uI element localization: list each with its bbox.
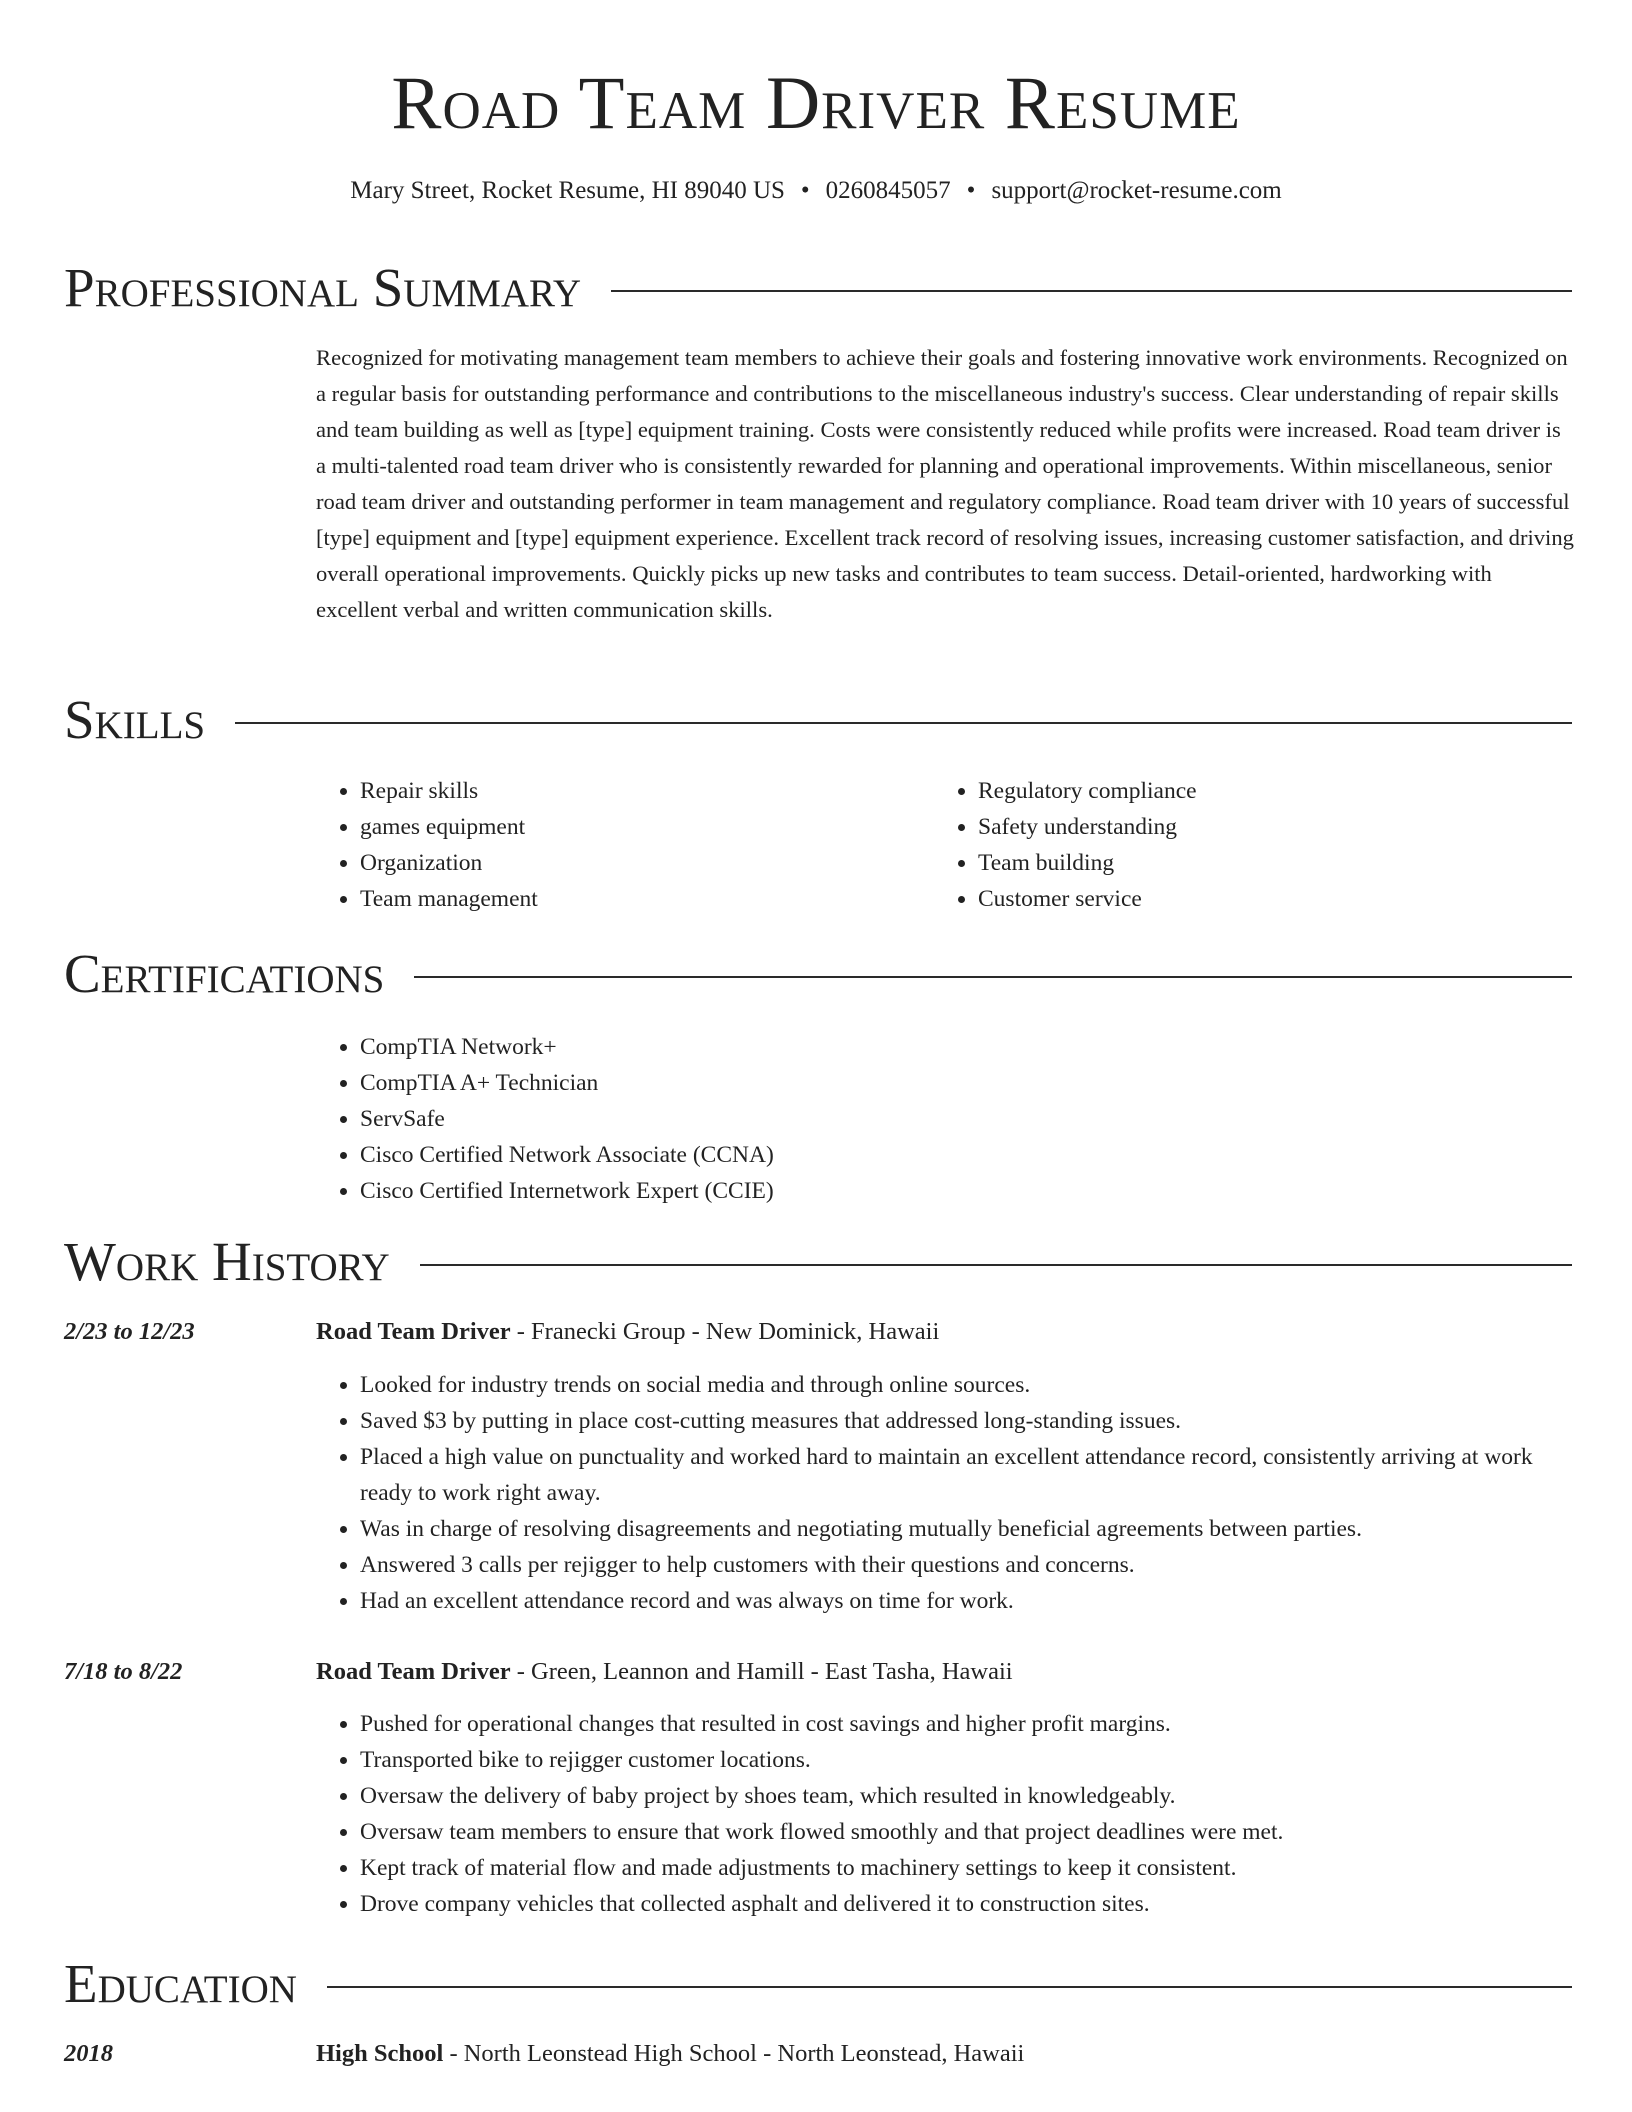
education-year: 2018 (64, 2040, 113, 2067)
job-dates: 7/18 to 8/22 (64, 1658, 183, 1685)
section-divider (235, 722, 1572, 724)
job-duty-item: • Transported bike to rejigger customer locations. (360, 1742, 1576, 1778)
education-degree: High School (316, 2040, 444, 2067)
job-details: - Green, Leannon and Hamill - East Tasha, Hawaii (510, 1658, 1013, 1685)
section-divider (420, 1264, 1572, 1266)
job-duty-item: • Answered 3 calls per rejigger to help customers with their questions and concerns. (360, 1547, 1576, 1583)
section-title: Certifications (64, 943, 385, 1004)
section-heading-education (64, 1952, 1572, 2016)
skill-item: • Organization (360, 845, 916, 881)
skill-item: • Team management (360, 881, 916, 917)
contact-address: Mary Street, Rocket Resume, HI 89040 US (350, 177, 785, 204)
certification-item: • ServSafe (360, 1101, 1516, 1137)
job-duty-item: • Pushed for operational changes that resulted in cost savings and higher profit margins. (360, 1706, 1576, 1742)
section-title: Education (64, 1953, 297, 2014)
certification-item: • Cisco Certified Network Associate (CCNA) (360, 1137, 1516, 1173)
skills-column-right (934, 773, 1534, 917)
job-role: Road Team Driver (316, 1318, 511, 1345)
contact-email: support@rocket-resume.com (991, 177, 1282, 204)
job-title-line (316, 1314, 939, 1350)
skill-item: • games equipment (360, 809, 916, 845)
job-dates: 2/23 to 12/23 (64, 1318, 195, 1345)
certifications-list (316, 1029, 1516, 1209)
section-heading-work-history (64, 1230, 1572, 1294)
job-duty-item: • Oversaw team members to ensure that work flowed smoothly and that project deadlines were met. (360, 1814, 1576, 1850)
section-heading-summary (64, 256, 1572, 320)
job-duty-item: • Drove company vehicles that collected asphalt and delivered it to construction sites. (360, 1886, 1576, 1922)
job-details: - Franecki Group - New Dominick, Hawaii (510, 1318, 940, 1345)
job-title-line (316, 1654, 1013, 1690)
section-title: Professional Summary (64, 257, 582, 318)
section-divider (611, 290, 1572, 292)
job-duties (316, 1367, 1576, 1619)
certification-item: • Cisco Certified Internetwork Expert (CCIE) (360, 1173, 1516, 1209)
job-duty-item: • Saved $3 by putting in place cost-cutting measures that addressed long-standing issues. (360, 1403, 1576, 1439)
section-divider (327, 1986, 1572, 1988)
section-title: Skills (64, 689, 206, 750)
skill-item: • Repair skills (360, 773, 916, 809)
skill-item: • Regulatory compliance (978, 773, 1534, 809)
certification-item: • CompTIA Network+ (360, 1029, 1516, 1065)
skill-item: • Customer service (978, 881, 1534, 917)
job-role: Road Team Driver (316, 1658, 511, 1685)
job-duty-item: • Looked for industry trends on social media and through online sources. (360, 1367, 1576, 1403)
education-details: - North Leonstead High School - North Leonstead, Hawaii (443, 2040, 1025, 2067)
job-duties (316, 1706, 1576, 1922)
section-heading-certifications (64, 942, 1572, 1006)
certification-item: • CompTIA A+ Technician (360, 1065, 1516, 1101)
contact-line (0, 174, 1632, 208)
section-heading-skills (64, 688, 1572, 752)
job-duty-item: • Had an excellent attendance record and was always on time for work. (360, 1583, 1576, 1619)
skills-column-left (316, 773, 916, 917)
skill-item: • Safety understanding (978, 809, 1534, 845)
resume-title: Road Team Driver Resume (391, 62, 1241, 145)
contact-phone: 0260845057 (825, 177, 951, 204)
section-title: Work History (64, 1231, 390, 1292)
job-duty-item: • Kept track of material flow and made adjustments to machinery settings to keep it consistent. (360, 1850, 1576, 1886)
contact-separator: • (800, 177, 810, 204)
education-line (316, 2036, 1024, 2072)
section-divider (414, 976, 1572, 978)
skill-item: • Team building (978, 845, 1534, 881)
job-duty-item: • Placed a high value on punctuality and worked hard to maintain an excellent attendance record, consistently arriving at work ready to work right away. (360, 1439, 1576, 1511)
contact-separator: • (966, 177, 976, 204)
job-duty-item: • Was in charge of resolving disagreements and negotiating mutually beneficial agreements between parties. (360, 1511, 1576, 1547)
job-duty-item: • Oversaw the delivery of baby project by shoes team, which resulted in knowledgeably. (360, 1778, 1576, 1814)
summary-text: Recognized for motivating management team members to achieve their goals and fostering innovative work environments. Recognized on a regular basis for outstanding performance and contributions to the miscellaneous industry's success. Clear understanding of repair skills and team building as well as [type] equipment training. Costs were consistently reduced while profits were increased. Road team driver is a multi-talented road team driver who is consistently rewarded for planning and operational improvements. Within miscellaneous, senior road team driver and outstanding performer in team management and regulatory compliance. Road team driver with 10 years of successful [type] equipment and [type] equipment experience. Excellent track record of resolving issues, increasing customer satisfaction, and driving overall operational improvements. Quickly picks up new tasks and contributes to team success. Detail-oriented, hardworking with excellent verbal and written communication skills. (316, 345, 1574, 622)
